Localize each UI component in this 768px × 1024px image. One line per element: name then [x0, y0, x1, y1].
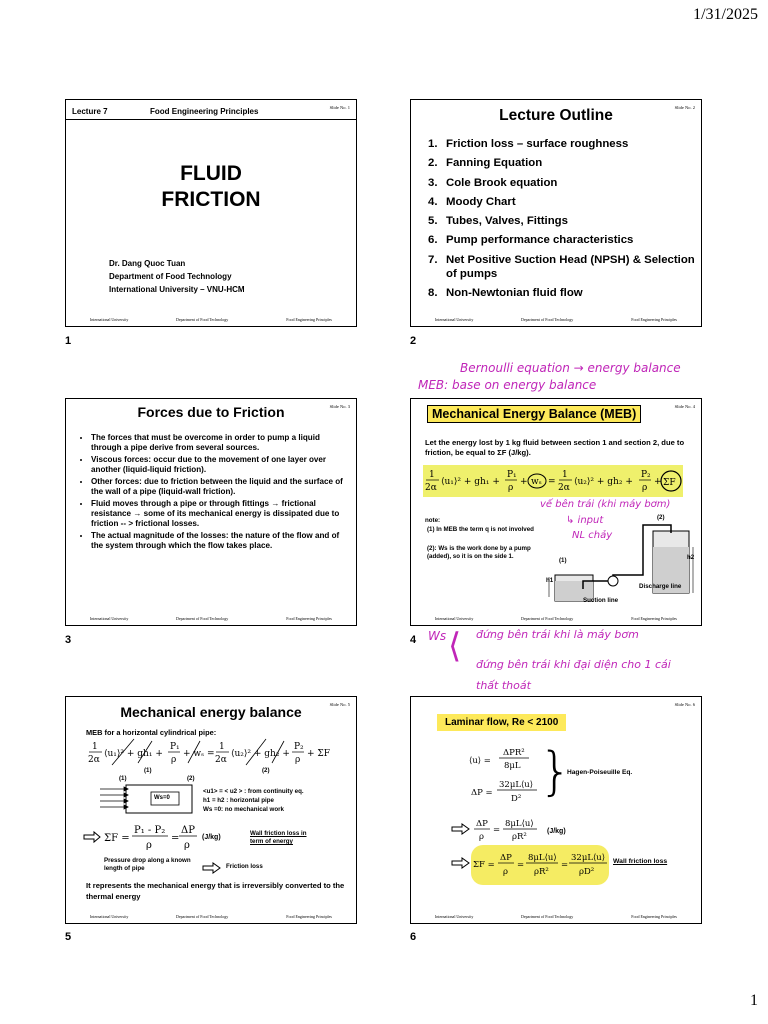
outline-item: 5. Tubes, Valves, Fittings: [428, 215, 568, 228]
conclusion-text: It represents the mechanical energy that is irreversibly converted to the thermal energy: [86, 881, 345, 901]
bullet-item: • The forces that must be overcome in order to pump a liquid through a pipe derive from several sources.: [91, 433, 344, 453]
slide-1: [65, 99, 357, 327]
label-1a: (1): [119, 775, 127, 782]
svg-text:D²: D²: [511, 794, 522, 804]
handwritten-note-side-3: NL chảy: [572, 530, 613, 541]
svg-text:8μL: 8μL: [504, 761, 521, 771]
svg-text:P₁ - P₂: P₁ - P₂: [134, 825, 166, 836]
header-rule: [66, 119, 356, 120]
bullet-item: • Viscous forces: occur due to the movement of one layer over another (liquid-liquid friction).: [91, 455, 344, 475]
outline-item: 7. Net Positive Suction Head (NPSH) & Selection of pumps: [428, 253, 695, 280]
slide-4-number: 4: [410, 634, 417, 646]
handwritten-note-side-1: vế bên trái (khi máy bơm): [540, 499, 671, 510]
course-label: Food Engineering Principles: [150, 107, 259, 116]
slide-6-number: 6: [410, 931, 417, 943]
hagen-poiseuille-label: Hagen-Poiseuille Eq.: [567, 769, 633, 776]
svg-text:ΔP: ΔP: [500, 853, 512, 863]
hagen-poiseuille-equations: [467, 743, 547, 813]
svg-text:ΔP: ΔP: [181, 825, 195, 836]
slide-title: Forces due to Friction: [137, 404, 285, 420]
page-date: 1/31/2025: [693, 6, 758, 23]
brace-icon: }: [539, 742, 573, 802]
svg-text:=: =: [493, 825, 501, 835]
condition-continuity: <u1> = < u2 > : from continuity eq.: [203, 788, 304, 795]
outline-item: 4. Moody Chart: [428, 195, 516, 208]
svg-text:2α: 2α: [88, 755, 100, 765]
slide-3: [65, 398, 357, 626]
meb-equation-svg: [423, 465, 683, 497]
svg-text:⟨u⟩ =: ⟨u⟩ =: [469, 756, 491, 766]
svg-text:+: +: [520, 477, 528, 487]
slide-number-label: Slide No. 2: [674, 105, 695, 110]
svg-text:8μL⟨u⟩: 8μL⟨u⟩: [528, 853, 557, 863]
slide-title: Laminar flow, Re < 2100: [437, 714, 566, 731]
outline-item: 1. Friction loss – surface roughness: [428, 138, 629, 150]
bullet-item: • Fluid moves through a pipe or through fittings → frictional resistance → some of its mechanical energy is dissipated due to friction -- > frictional losses.: [91, 499, 344, 530]
svg-text:2α: 2α: [558, 483, 570, 493]
slide-footer: International University Department of Food Technology Food Engineering Principles: [435, 914, 677, 919]
svg-text:+: +: [654, 477, 662, 487]
svg-text:2α: 2α: [215, 755, 227, 765]
svg-text:ρ: ρ: [642, 483, 648, 493]
svg-text:ΣF =: ΣF =: [104, 833, 130, 844]
slide-title: Mechanical energy balance: [120, 704, 302, 720]
svg-text:⟨u₂⟩² + gh₂ +: ⟨u₂⟩² + gh₂ +: [574, 477, 633, 487]
intro-text: Let the energy lost by 1 kg fluid between section 1 and section 2, due to friction, be equal to ΣF (J/kg).: [425, 438, 685, 457]
label-suction-line: Suction line: [583, 597, 619, 604]
label-2b: (2): [262, 767, 270, 774]
wall-friction-note: Wall friction loss in term of energy: [250, 830, 307, 845]
note-2: (2): Ws is the work done by a pump (added), so it is on the side 1.: [427, 545, 531, 560]
slide-footer: International University Department of Food Technology Food Engineering Principles: [435, 616, 677, 621]
label-2a: (2): [187, 775, 195, 782]
label-h1: h1: [546, 577, 554, 584]
handwritten-ws-note-1: đứng bên trái khi là máy bơm: [476, 628, 639, 641]
outline-item: 3. Cole Brook equation: [428, 176, 558, 189]
slide-2: [410, 99, 702, 327]
slide-title: Lecture Outline: [499, 107, 613, 124]
svg-text:ρR²: ρR²: [534, 867, 549, 877]
svg-text:P₁: P₁: [507, 470, 517, 480]
friction-loss-equation: [82, 821, 202, 855]
pipe-flow-diagram: [96, 783, 196, 817]
label-1b: (1): [144, 767, 152, 774]
outline-list: [428, 137, 695, 305]
bullet-list: [80, 433, 344, 553]
pressure-drop-note: Pressure drop along a known length of pipe: [104, 857, 191, 872]
slide-4: [410, 398, 702, 626]
slide-footer: International University Department of Food Technology Food Engineering Principles: [90, 616, 332, 621]
slide-1-number: 1: [65, 335, 72, 347]
svg-text:P₂: P₂: [641, 470, 651, 480]
bullet-item: • Other forces: due to friction between the liquid and the surface of the wall of a pipe (liquid-wall friction).: [91, 477, 344, 497]
unit-label: (J/kg): [547, 828, 566, 835]
svg-text:P₂: P₂: [294, 742, 304, 752]
note-1: (1) In MEB the term q is not involved: [427, 526, 534, 533]
handwritten-ws-note-3: thất thoát: [476, 679, 531, 692]
outline-item: 6. Pump performance characteristics: [428, 234, 634, 247]
svg-text:ρR²: ρR²: [512, 832, 527, 842]
outline-item: 8. Non-Newtonian fluid flow: [428, 287, 583, 300]
svg-text:=: =: [548, 477, 556, 487]
slide-6: [410, 696, 702, 924]
handwritten-brace: ⟨: [448, 626, 462, 666]
svg-text:wₛ: wₛ: [531, 477, 542, 487]
svg-text:ΣF: ΣF: [663, 478, 676, 488]
svg-text:+ ΣF: + ΣF: [307, 749, 331, 759]
svg-text:1: 1: [562, 470, 568, 480]
handwritten-ws-note-2: đứng bên trái khi đại diện cho 1 cái: [476, 658, 671, 671]
svg-text:P₁: P₁: [170, 742, 180, 752]
svg-text:=: =: [171, 833, 180, 844]
svg-text:32μL⟨u⟩: 32μL⟨u⟩: [571, 853, 606, 863]
svg-text:ρD²: ρD²: [579, 867, 595, 877]
svg-text:8μL⟨u⟩: 8μL⟨u⟩: [505, 819, 534, 829]
slide-3-number: 3: [65, 634, 72, 646]
svg-text:1: 1: [92, 742, 98, 752]
svg-text:⟨u₂⟩² + gh₂ +: ⟨u₂⟩² + gh₂ +: [231, 749, 290, 759]
label-discharge-line: Discharge line: [639, 583, 682, 590]
svg-text:+ wₛ =: + wₛ =: [183, 749, 215, 759]
ws-zero-box: Ws=0: [154, 795, 170, 801]
slide-number-label: Slide No. 5: [329, 702, 350, 707]
label-section-2: (2): [657, 514, 665, 521]
handwritten-note-meb: MEB: base on energy balance: [418, 378, 597, 392]
label-h2: h2: [687, 554, 695, 561]
svg-text:=: =: [561, 860, 569, 870]
svg-text:ρ: ρ: [184, 840, 190, 851]
svg-text:⟨u₁⟩² + gh₁ +: ⟨u₁⟩² + gh₁ +: [441, 477, 500, 487]
label-section-1: (1): [559, 557, 567, 564]
slide-subtitle: MEB for a horizontal cylindrical pipe:: [86, 728, 217, 737]
title-line-1: FLUID: [180, 162, 242, 185]
note-title: note:: [425, 517, 441, 524]
svg-text:32μL⟨u⟩: 32μL⟨u⟩: [499, 780, 534, 790]
slide-number-label: Slide No. 6: [674, 702, 695, 707]
svg-text:ΔP: ΔP: [476, 819, 488, 829]
svg-text:ρ: ρ: [508, 483, 514, 493]
slide-footer: International University Department of Food Technology Food Engineering Principles: [90, 914, 332, 919]
slide-2-number: 2: [410, 335, 417, 347]
wall-friction-loss-label: Wall friction loss: [613, 858, 668, 865]
slide-5-number: 5: [65, 931, 72, 943]
slide-number-label: Slide No. 1: [329, 105, 350, 110]
slide-title: Mechanical Energy Balance (MEB): [427, 405, 641, 423]
arrow-icon: [202, 862, 222, 874]
svg-text:2α: 2α: [425, 483, 437, 493]
lecture-label: Lecture 7: [72, 107, 108, 116]
handwritten-ws-label: Ws: [428, 629, 447, 643]
meb-horizontal-equation: [86, 737, 331, 769]
svg-text:ΔP =: ΔP =: [471, 788, 493, 798]
page-number: 1: [750, 992, 758, 1009]
svg-text:ρ: ρ: [146, 840, 152, 851]
svg-text:⟨u₁⟩² + gh₁ +: ⟨u₁⟩² + gh₁ +: [104, 749, 163, 759]
svg-text:ΣF =: ΣF =: [473, 860, 495, 870]
slide-5: [65, 696, 357, 924]
condition-no-work: Ws =0: no mechanical work: [203, 806, 284, 813]
friction-loss-label: Friction loss: [226, 863, 263, 870]
slide-footer: International University Department of Food Technology Food Engineering Principles: [90, 317, 332, 322]
meb-equation: [423, 465, 683, 497]
handwritten-note-bernoulli: Bernoulli equation → energy balance: [460, 361, 681, 375]
svg-text:ρ: ρ: [503, 867, 508, 877]
outline-item: 2. Fanning Equation: [428, 157, 543, 170]
unit-label: (J/kg): [202, 834, 221, 841]
svg-text:ρ: ρ: [479, 832, 484, 842]
bullet-item: • The actual magnitude of the losses: the nature of the flow and of the system through which the flow takes place.: [91, 531, 344, 551]
svg-text:ρ: ρ: [171, 755, 177, 765]
title-line-2: FRICTION: [161, 188, 261, 211]
handwritten-note-side-2: ↳ input: [566, 515, 604, 526]
author: Dr. Dang Quoc Tuan: [109, 259, 186, 268]
svg-text:1: 1: [429, 470, 435, 480]
svg-text:ΔPR²: ΔPR²: [503, 748, 525, 758]
svg-text:=: =: [517, 860, 525, 870]
slide-number-label: Slide No. 3: [329, 404, 350, 409]
slide-number-label: Slide No. 4: [674, 404, 695, 409]
slide-footer: International University Department of Food Technology Food Engineering Principles: [435, 317, 677, 322]
svg-text:ρ: ρ: [295, 755, 301, 765]
condition-horizontal: h1 = h2 : horizontal pipe: [203, 797, 274, 804]
university: International University – VNU-HCM: [109, 285, 245, 294]
department: Department of Food Technology: [109, 272, 232, 281]
highlighted-wall-friction-equation: [451, 843, 611, 887]
svg-text:1: 1: [219, 742, 225, 752]
